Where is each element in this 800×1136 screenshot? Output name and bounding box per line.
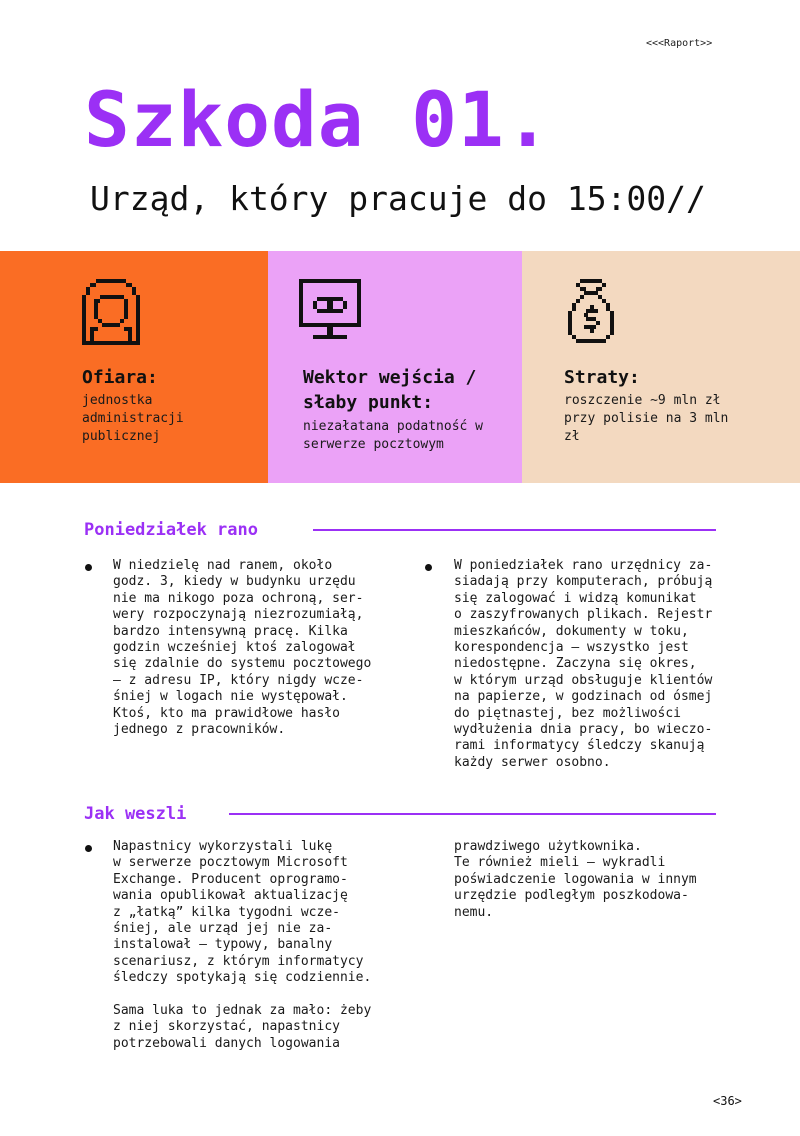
report-tag: <<<Raport>> bbox=[646, 38, 713, 49]
section-title: Jak weszli bbox=[84, 804, 187, 824]
panel-heading: Straty: bbox=[564, 367, 640, 388]
panel-heading: Ofiara: bbox=[82, 367, 158, 388]
page-title: Szkoda 01. bbox=[84, 75, 552, 164]
section-divider bbox=[229, 813, 716, 815]
bullet-icon bbox=[85, 564, 92, 571]
section-title: Poniedziałek rano bbox=[84, 520, 258, 540]
bullet-icon bbox=[425, 564, 432, 571]
section-column-left: W niedzielę nad ranem, około godz. 3, kiedy w budynku urzędu nie ma nikogo poza ochroną, ser- wery rozpoczynają niezrozumiałą, bardzo intensywną pracę. Kilka godzin wcześniej ktoś zalogował się zdalnie do systemu pocztowego — z adresu IP, który nigdy wcze- śniej w logach nie występował. Ktoś, kto ma prawidłowe hasło jednego z pracowników. bbox=[113, 558, 372, 738]
info-panels bbox=[0, 251, 800, 483]
panel-vector bbox=[268, 251, 522, 483]
panel-losses bbox=[522, 251, 800, 483]
monitor-eye-icon bbox=[299, 279, 361, 345]
person-icon bbox=[82, 279, 140, 345]
page-number: <36> bbox=[713, 1094, 742, 1108]
money-bag-icon bbox=[566, 279, 616, 345]
panel-victim bbox=[0, 251, 268, 483]
section-divider bbox=[313, 529, 716, 531]
panel-text: roszczenie ~9 mln zł przy polisie na 3 mln zł bbox=[564, 393, 729, 444]
page-subtitle: Urząd, który pracuje do 15:00// bbox=[90, 179, 706, 218]
section-column-left: Napastnicy wykorzystali lukę w serwerze pocztowym Microsoft Exchange. Producent oprogramo- wania opublikował aktualizację z „łatką” kilka tygodni wcze- śniej, ale urząd jej nie za- instalował — typowy, banalny scenariusz, z którym informatycy śledczy spotykają się codziennie. Sama luka to jednak za mało: żeby z niej skorzystać, napastnicy potrzebowali danych logowania bbox=[113, 839, 372, 1051]
section-column-right: W poniedziałek rano urzędnicy za- siadają przy komputerach, próbują się zalogować i widzą komunikat o zaszyfrowanych plikach. Rejestr mieszkańców, dokumenty w toku, korespondencja — wszystko jest niedostępne. Zaczyna się okres, w którym urząd obsługuje klientów na papierze, w godzinach od ósmej do piętnastej, bez możliwości wydłużenia dnia pracy, bo wieczo- rami informatycy śledczy skanują każdy serwer osobno. bbox=[454, 558, 713, 770]
panel-text: jednostka administracji publicznej bbox=[82, 393, 184, 444]
bullet-icon bbox=[85, 845, 92, 852]
panel-heading: Wektor wejścia / słaby punkt: bbox=[303, 367, 477, 413]
panel-text: niezałatana podatność w serwerze pocztowym bbox=[303, 419, 484, 452]
section-column-right: prawdziwego użytkownika. Te również mieli — wykradli poświadczenie logowania w innym urzędzie podległym poszkodowa- nemu. bbox=[454, 839, 697, 920]
